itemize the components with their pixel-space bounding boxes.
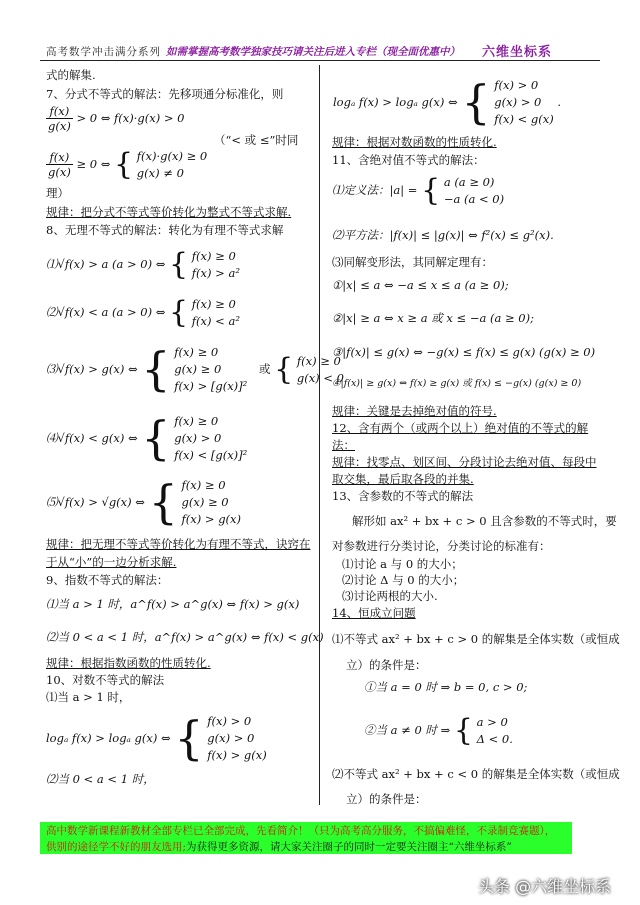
text-10-1: ⑴当 a > 1 时， bbox=[46, 690, 131, 704]
section-13-heading: 13、含参数的不等式的解法 bbox=[332, 489, 474, 503]
formula-11-2: ⑵平方法：|f(x)| ≤ |g(x)| ⇔ f²(x) ≤ g²(x). bbox=[332, 228, 554, 242]
formula-11-3d: ④|f(x)| ≥ g(x) ⇔ f(x) ≥ g(x) 或 f(x) ≤ −g(x) (g(x) ≥ 0) bbox=[332, 378, 582, 389]
section-12-line-2: 法： bbox=[332, 438, 355, 452]
formula-11-3c: ③|f(x)| ≤ g(x) ⇔ −g(x) ≤ f(x) ≤ g(x) (g(x) ≥ 0) bbox=[332, 345, 596, 359]
section-9-heading: 9、指数不等式的解法： bbox=[46, 573, 169, 587]
text-solution-set: 式的解集. bbox=[46, 68, 96, 82]
section-8-heading: 8、无理不等式的解法：转化为有理不等式求解 bbox=[46, 223, 284, 237]
text-13-e: ⑶讨论两根的大小. bbox=[342, 589, 438, 603]
rule-10: 规律：根据对数函数的性质转化. bbox=[332, 135, 497, 149]
text-10-2: ⑵当 0 < a < 1 时， bbox=[46, 772, 155, 786]
note-7: （“< 或 ≤”时同 bbox=[214, 133, 299, 147]
formula-11-1: ⑴定义法：|a| = { a (a ≥ 0) −a (a < 0) bbox=[332, 173, 505, 208]
rule-8-line-1: 规律：把无理不等式等价转化为有理不等式，诀窍在 bbox=[46, 537, 311, 551]
text-7-end: 理） bbox=[46, 186, 69, 200]
header-series-title: 高考数学冲击满分系列 bbox=[46, 46, 161, 58]
section-14-heading: 14、恒成立问题 bbox=[332, 606, 416, 620]
text-11-3: ⑶同解变形法，其同解定理有： bbox=[332, 255, 493, 269]
text-13-a: 解形如 ax² + bx + c > 0 且含参数的不等式时，要 bbox=[352, 514, 617, 528]
text-13-c: ⑴讨论 a 与 0 的大小； bbox=[342, 557, 463, 571]
formula-9-1: ⑴当 a > 1 时，a^f(x) > a^g(x) ⇔ f(x) > g(x) bbox=[46, 597, 300, 611]
formula-9-2: ⑵当 0 < a < 1 时，a^f(x) > a^g(x) ⇔ f(x) < g(x) bbox=[46, 630, 324, 644]
promo-banner-line-1: 高中数学新课程新教材全部专栏已全部完成，先看简介！（只为高考高分服务，不搞偏难怪，不录制竞赛题）， bbox=[46, 825, 556, 837]
section-12-line-1: 12、含有两个（或两个以上）绝对值的不等式的解 bbox=[332, 421, 589, 435]
formula-7-2: $\frac{f(x)}{g(x)}$ ≥ 0 ⇔ { f(x)·g(x) ≥ 0 g(x) ≠ 0 bbox=[48, 147, 208, 182]
formula-11-3b: ②|x| ≥ a ⇔ x ≥ a 或 x ≤ −a (a ≥ 0); bbox=[332, 311, 534, 325]
text-13-d: ⑵讨论 Δ 与 0 的大小； bbox=[342, 573, 465, 587]
formula-10-2: logₐ f(x) > logₐ g(x) ⇔ { f(x) > 0 g(x) > 0 f(x) < g(x) . bbox=[333, 75, 562, 129]
rule-11: 规律：关键是去掉绝对值的符号. bbox=[332, 404, 497, 418]
rule-8-line-2: 于从“小”的一边分析求解. bbox=[46, 555, 177, 569]
rule-9: 规律：根据指数函数的性质转化. bbox=[46, 656, 211, 670]
rule-12-line-1: 规律：找零点、划区间、分段讨论去绝对值、每段中 bbox=[332, 455, 597, 469]
formula-11-3a: ①|x| ≤ a ⇔ −a ≤ x ≤ a (a ≥ 0); bbox=[332, 278, 509, 292]
rule-7: 规律：把分式不等式等价转化为整式不等式求解. bbox=[46, 205, 292, 219]
text-14-a: ⑴不等式 ax² + bx + c > 0 的解集是全体实数（或恒成 bbox=[332, 632, 620, 646]
formula-8-1: ⑴√f(x) > a (a > 0) ⇔ { f(x) ≥ 0 f(x) > a² bbox=[46, 247, 240, 282]
column-divider bbox=[319, 65, 320, 805]
formula-8-2: ⑵√f(x) < a (a > 0) ⇔ { f(x) ≥ 0 f(x) < a² bbox=[46, 295, 240, 330]
formula-8-3: ⑶√f(x) > g(x) ⇔ { f(x) ≥ 0 g(x) ≥ 0 f(x) > [g(x)]² 或 { f(x) ≥ 0 g(x) < 0 bbox=[46, 342, 344, 396]
header-promo: 如需掌握高考数学独家技巧请关注后进入专栏（现全面优惠中） bbox=[166, 46, 460, 58]
text-13-b: 对参数进行分类讨论，分类讨论的标准有： bbox=[332, 539, 551, 553]
formula-8-4: ⑷√f(x) < g(x) ⇔ { f(x) ≥ 0 g(x) > 0 f(x) < [g(x)]² bbox=[46, 411, 248, 465]
formula-14-c: ①当 a = 0 时 ⇒ b = 0, c > 0; bbox=[364, 680, 528, 694]
text-14-b: 立）的条件是： bbox=[346, 658, 427, 672]
section-7-heading: 7、分式不等式的解法：先移项通分标准化，则 bbox=[46, 87, 284, 101]
section-11-heading: 11、含绝对值不等式的解法： bbox=[332, 153, 485, 167]
formula-8-5: ⑸√f(x) > √g(x) ⇔ { f(x) ≥ 0 g(x) ≥ 0 f(x) > g(x) bbox=[46, 475, 242, 529]
rule-12-line-2: 取交集，最后取各段的并集. bbox=[332, 472, 474, 486]
formula-10-1: logₐ f(x) > logₐ g(x) ⇔ { f(x) > 0 g(x) > 0 f(x) > g(x) bbox=[46, 711, 267, 765]
header-brand: 六维坐标系 bbox=[482, 45, 553, 60]
formula-7-1: $\frac{f(x)}{g(x)}$ > 0 ⇔ f(x)·g(x) > 0 bbox=[48, 104, 185, 134]
watermark: 头条 @六维坐标系 bbox=[478, 877, 612, 896]
section-10-heading: 10、对数不等式的解法 bbox=[46, 673, 165, 687]
formula-14-d: ②当 a ≠ 0 时 ⇒ { a > 0 Δ < 0. bbox=[364, 713, 513, 748]
text-14-e: ⑵不等式 ax² + bx + c < 0 的解集是全体实数（或恒成 bbox=[332, 767, 620, 781]
header-divider bbox=[40, 60, 600, 61]
promo-banner-line-2: 供别的途径学不好的朋友选用;为获得更多资源，请大家关注圈子的同时一定要关注圈主“六维坐标系” bbox=[46, 841, 512, 853]
text-14-f: 立）的条件是： bbox=[346, 792, 427, 806]
